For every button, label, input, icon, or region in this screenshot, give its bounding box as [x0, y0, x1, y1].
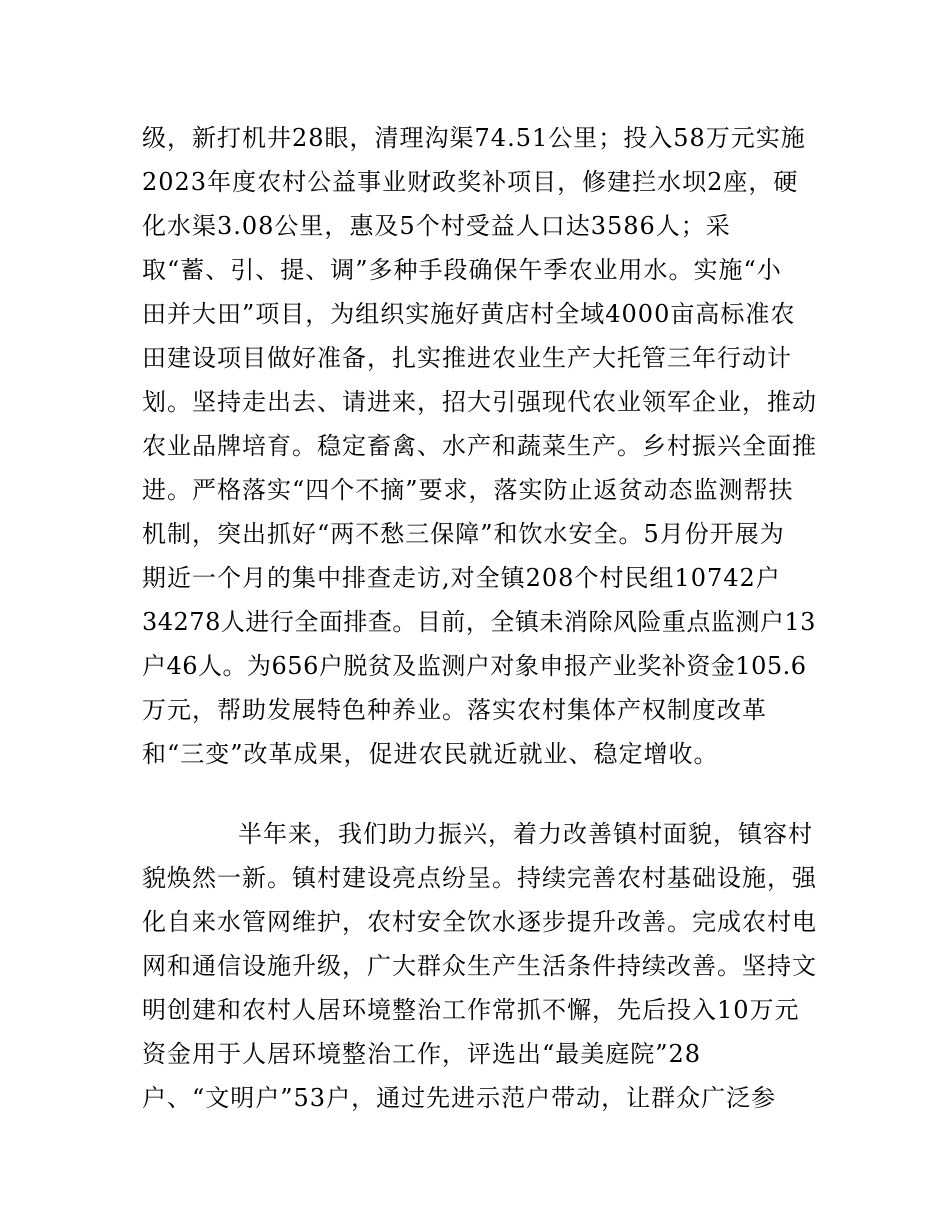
text-line: 户46人。为656户脱贫及监测户对象申报产业奖补资金105.6: [142, 652, 807, 680]
text-line: 进。严格落实“四个不摘”要求，落实防止返贫动态监测帮扶: [142, 476, 794, 504]
text-line: 化水渠3.08公里，惠及5个村受益人口达3586人；采: [142, 212, 731, 240]
text-line: 田建设项目做好准备，扎实推进农业生产大托管三年行动计: [142, 344, 792, 372]
text-line: 化自来水管网维护，农村安全饮水逐步提升改善。完成农村电: [142, 908, 817, 936]
text-line: 资金用于人居环境整治工作，评选出“最美庭院”28: [142, 1040, 702, 1068]
text-line: 半年来，我们助力振兴，着力改善镇村面貌，镇容村: [238, 820, 813, 848]
text-line: 和“三变”改革成果，促进农民就近就业、稳定增收。: [142, 740, 719, 768]
text-line: 划。坚持走出去、请进来，招大引强现代农业领军企业，推动: [142, 388, 817, 416]
text-line: 机制，突出抓好“两不愁三保障”和饮水安全。5月份开展为: [142, 520, 785, 548]
text-line: 田并大田”项目，为组织实施好黄店村全域4000亩高标准农: [142, 300, 796, 328]
text-line: 2023年度农村公益事业财政奖补项目，修建拦水坝2座，硬: [142, 168, 799, 196]
text-line: 万元，帮助发展特色种养业。落实农村集体产权制度改革: [142, 696, 767, 724]
text-line: 貌焕然一新。镇村建设亮点纷呈。持续完善农村基础设施，强: [142, 864, 817, 892]
text-line: 明创建和农村人居环境整治工作常抓不懈，先后投入10万元: [142, 996, 800, 1024]
text-line: 网和通信设施升级，广大群众生产生活条件持续改善。坚持文: [142, 952, 817, 980]
text-line: 农业品牌培育。稳定畜禽、水产和蔬菜生产。乡村振兴全面推: [142, 432, 817, 460]
text-line: 34278人进行全面排查。目前，全镇未消除风险重点监测户13: [142, 608, 816, 636]
text-line: 级，新打机井28眼，清理沟渠74.51公里；投入58万元实施: [142, 124, 806, 152]
text-line: 取“蓄、引、提、调”多种手段确保午季农业用水。实施“小: [142, 256, 782, 284]
text-line: 期近一个月的集中排查走访,对全镇208个村民组10742户: [142, 564, 781, 592]
text-line: 户、“文明户”53户，通过先进示范户带动，让群众广泛参: [142, 1084, 777, 1112]
